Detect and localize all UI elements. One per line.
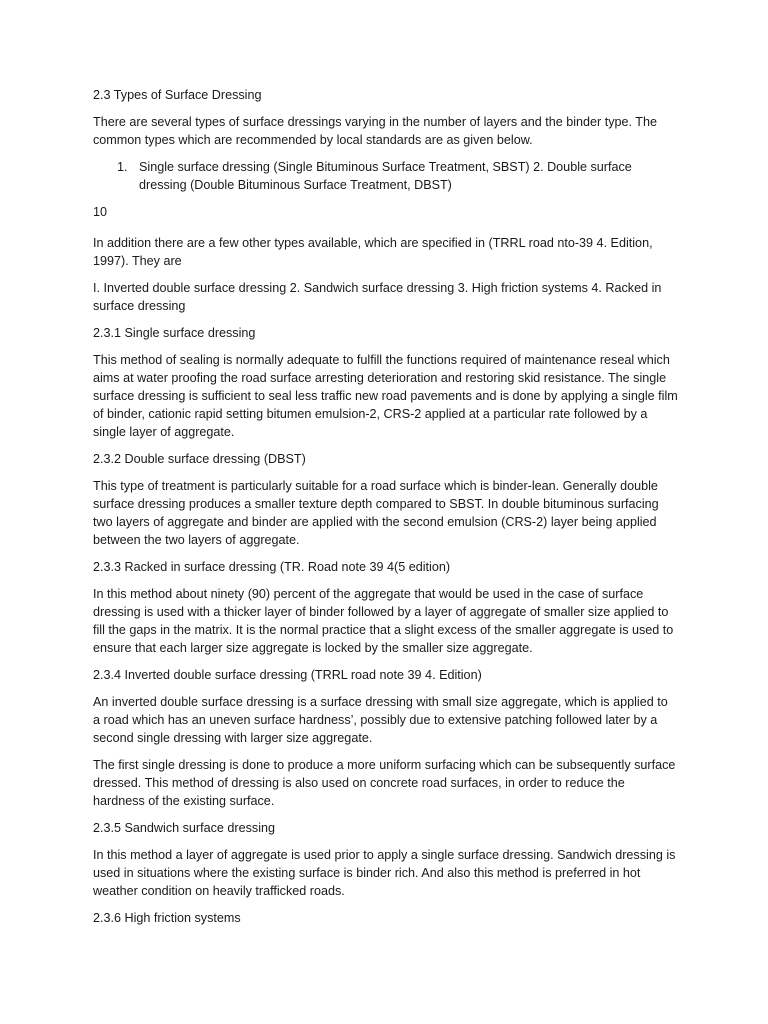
subsection-heading-sandwich: 2.3.5 Sandwich surface dressing	[93, 821, 276, 835]
sandwich-dressing-paragraph: In this method a layer of aggregate is used prior to apply a single surface dressing. Sandwich dressing is used in situations where the existing surface is binder rich. And also this method is preferred in hot weather condition on heavily trafficked roads.	[93, 848, 676, 898]
subsection-heading-inverted: 2.3.4 Inverted double surface dressing (TRRL road note 39 4. Edition)	[93, 668, 482, 682]
racked-dressing-paragraph: In this method about ninety (90) percent of the aggregate that would be used in the case of surface dressing is used with a thicker layer of binder followed by a layer of aggregate of smaller size applied to fill the gaps in the matrix. It is the normal practice that a slight excess of the smaller aggregate is used to ensure that each larger size aggregate is locked by the smaller size aggregate.	[93, 587, 674, 655]
subsection-heading-racked: 2.3.3 Racked in surface dressing (TR. Road note 39 4(5 edition)	[93, 560, 451, 574]
page-number: 10	[93, 205, 108, 219]
list-item-number: 1.	[117, 160, 128, 174]
double-dressing-paragraph: This type of treatment is particularly suitable for a road surface which is binder-lean. Generally double surface dressing produces a smaller texture depth compared to SBST. In double bituminous surfacing two layers of aggregate and binder are applied with the second emulsion (CRS-2) layer being applied between the two layers of aggregate.	[93, 479, 659, 547]
other-types-list: I. Inverted double surface dressing 2. Sandwich surface dressing 3. High friction systems 4. Racked in surface dressing	[93, 281, 662, 313]
subsection-heading-single: 2.3.1 Single surface dressing	[93, 326, 256, 340]
inverted-dressing-paragraph-1: An inverted double surface dressing is a surface dressing with small size aggregate, which is applied to a road which has an uneven surface hardness’, possibly due to extensive patching followed later by a second single dressing with larger size aggregate.	[93, 695, 668, 745]
inverted-dressing-paragraph-2: The first single dressing is done to produce a more uniform surfacing which can be subsequently surface dressed. This method of dressing is also used on concrete road surfaces, in order to reduce the hardness of the existing surface.	[93, 758, 676, 808]
intro-paragraph: There are several types of surface dressings varying in the number of layers and the binder type. The common types which are recommended by local standards are as given below.	[93, 115, 657, 147]
subsection-heading-double: 2.3.2 Double surface dressing (DBST)	[93, 452, 306, 466]
types-list	[93, 158, 678, 194]
section-heading: 2.3 Types of Surface Dressing	[93, 88, 262, 102]
single-dressing-paragraph: This method of sealing is normally adequate to fulfill the functions required of maintenance reseal which aims at water proofing the road surface arresting deterioration and restoring skid resistance. The single surface dressing is sufficient to seal less traffic new road pavements and is done by applying a single film of binder, cationic rapid setting bitumen emulsion-2, CRS-2 applied at a particular rate followed by a single layer of aggregate.	[93, 353, 678, 439]
subsection-heading-high-friction: 2.3.6 High friction systems	[93, 911, 241, 925]
list-item	[93, 158, 678, 194]
list-item-text: Single surface dressing (Single Bituminous Surface Treatment, SBST) 2. Double surface dressing (Double Bituminous Surface Treatment, DBST)	[139, 160, 632, 192]
other-types-intro: In addition there are a few other types available, which are specified in (TRRL road nto-39 4. Edition, 1997). They are	[93, 236, 653, 268]
